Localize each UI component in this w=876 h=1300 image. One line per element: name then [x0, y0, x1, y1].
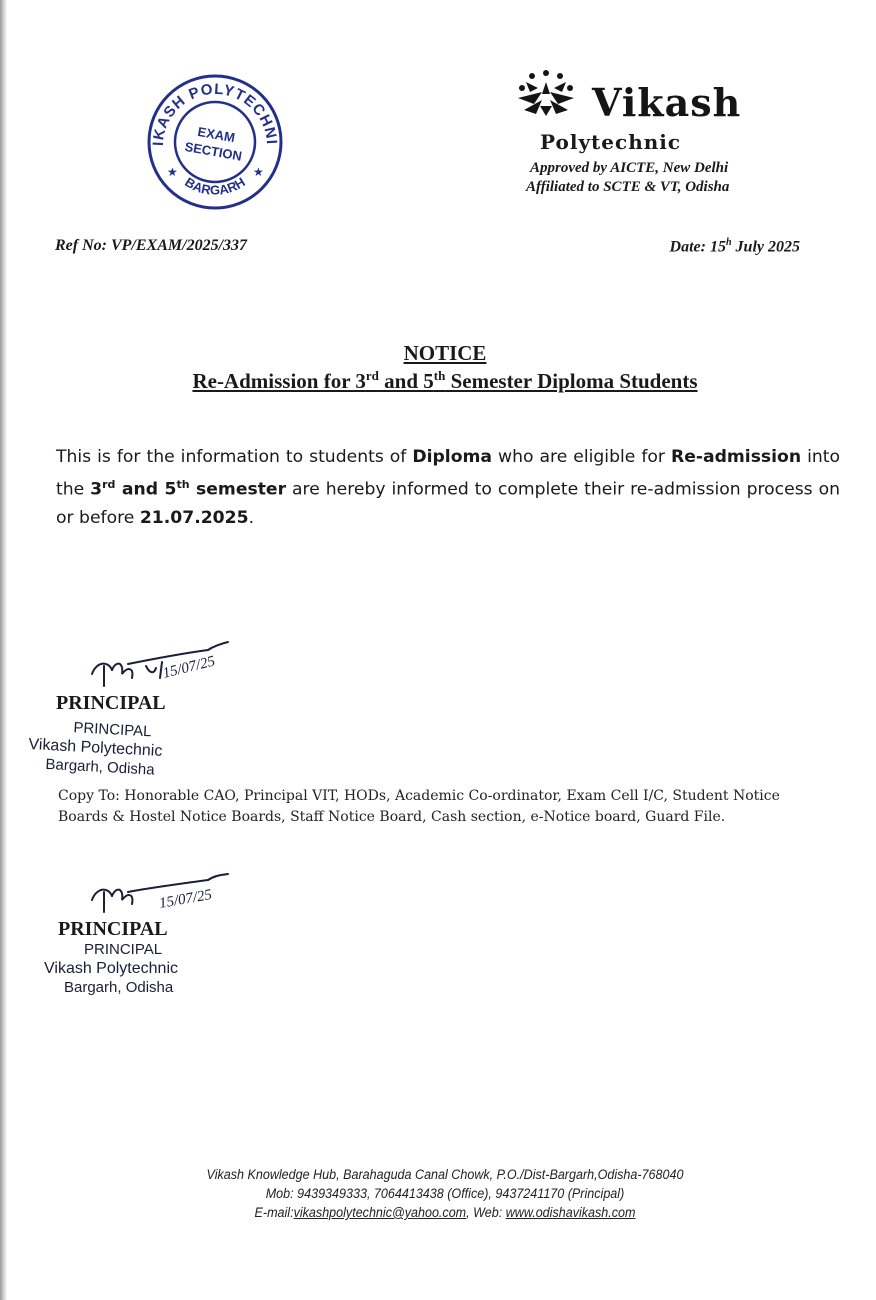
logo-subtitle: Polytechnic — [540, 130, 682, 154]
affiliation-line: Affiliated to SCTE & VT, Odisha — [526, 179, 730, 195]
reference-number: Ref No: VP/EXAM/2025/337 — [55, 237, 248, 254]
scan-edge-shadow — [0, 0, 7, 1300]
letterhead-footer — [171, 1165, 720, 1222]
principal-signature-2 — [40, 872, 300, 1012]
exam-section-stamp — [145, 72, 285, 212]
notice-subject: Re-Admission for 3rd and 5th Semester Diploma Students — [192, 368, 698, 393]
institution-logo — [512, 64, 812, 204]
stamp-bottom-text: BARGARH — [182, 174, 248, 198]
star-icon: ★ — [253, 165, 264, 179]
approval-line: Approved by AICTE, New Delhi — [530, 160, 729, 176]
signature-date: 15/07/25 — [157, 886, 214, 912]
principal-signature-1 — [30, 640, 290, 780]
website-link[interactable]: www.odishavikash.com — [505, 1205, 636, 1220]
notice-title: NOTICE — [403, 341, 487, 365]
signature-date: 15/07/25 — [161, 653, 217, 682]
stamp-ring-text: IKASH POLYTECHNI — [149, 80, 281, 147]
principal-title: PRINCIPAL — [56, 692, 166, 714]
copy-to-list: Copy To: Honorable CAO, Principal VIT, HODs, Academic Co-ordinator, Exam Cell I/C, Student Notice Boards & Hostel Notice Boards, Staff Notice Board, Cash section, e-Notice board, Guard File. — [58, 788, 780, 825]
principal-title: PRINCIPAL — [58, 918, 168, 940]
star-icon: ★ — [167, 165, 178, 179]
handwritten-signature-icon — [88, 640, 248, 692]
footer-phones: Mob: 9439349333, 7064413438 (Office), 9437241170 (Principal) — [265, 1186, 625, 1201]
logo-name: Vikash — [592, 80, 742, 125]
footer-contacts: E-mail:vikashpolytechnic@yahoo.com, Web: www.odishavikash.com — [254, 1205, 636, 1220]
email-link[interactable]: vikashpolytechnic@yahoo.com — [293, 1205, 467, 1220]
handwritten-signature-icon — [88, 872, 248, 924]
stamp-center-line1: EXAM — [196, 123, 237, 146]
notice-date: Date: 15$^h$ July 2025 — [669, 237, 800, 256]
principal-seal: PRINCIPAL Vikash Polytechnic Bargarh, Odisha — [44, 941, 178, 996]
principal-seal: PRINCIPAL Vikash Polytechnic Bargarh, Odisha — [28, 719, 163, 779]
stamp-center-line2: SECTION — [183, 138, 244, 164]
footer-address: Vikash Knowledge Hub, Barahaguda Canal Chowk, P.O./Dist-Bargarh,Odisha-768040 — [206, 1167, 684, 1182]
logo-emblem-icon — [512, 68, 588, 118]
svg-text:BARGARH — [182, 174, 247, 197]
notice-body: This is for the information to students of Diploma who are eligible for Re-admission into the 3rd and 5th semester are hereby informed to complete their re-admission process on or before 21.07.2025. — [56, 447, 841, 528]
